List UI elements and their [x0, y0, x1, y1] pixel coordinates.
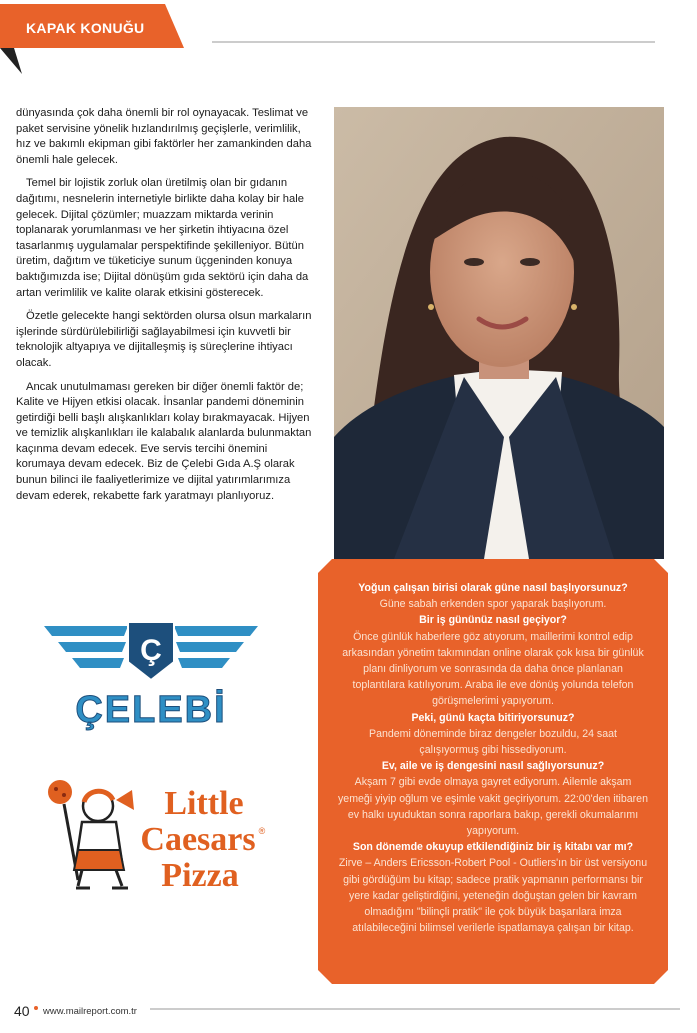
little-caesars-logo — [36, 770, 268, 895]
qa-answer: Önce günlük haberlere göz atıyorum, maillerimi kontrol edip arkasından yönetim takımından online olarak çok kısa bir günlük planı dinliyorum ve sonrasında da daha önce planlanan toplantılara katılıyorum. Araba ile eve dönüş yolunda telefon görüşmelerimi yapıyorum. — [342, 630, 644, 708]
caesar-mascot — [48, 780, 134, 888]
portrait-photo — [334, 107, 664, 559]
footer-website: www.mailreport.com.tr — [43, 1006, 137, 1017]
page-number: 40 — [14, 1003, 30, 1019]
qa-question: Bir iş gününüz nasıl geçiyor? — [419, 614, 567, 627]
qa-question: Ev, aile ve iş dengesini nasıl sağlıyorsunuz? — [381, 760, 605, 773]
qa-answer: Güne sabah erkenden spor yaparak başlıyorum. — [379, 598, 607, 611]
lc-line-3: Pizza — [161, 857, 239, 894]
qa-question: Son dönemde okuyup etkilendiğiniz bir iş kitabı var mı? — [352, 841, 634, 854]
qa-question: Peki, günü kaçta bitiriyorsunuz? — [411, 711, 575, 724]
qa-question: Yoğun çalışan birisi olarak güne nasıl başlıyorsunuz? — [358, 582, 628, 594]
section-label: KAPAK KONUĞU — [26, 20, 145, 36]
article-paragraph: dünyasında çok daha önemli bir rol oynayacak. Teslimat ve paket servisine yönelik hızlandırılmış geçişlerle, verimlilik, hız ve bakımlı ekipman gibi faktörler her zamankinden daha önemli hale gelecek. — [16, 107, 312, 166]
article-paragraph: Özetle gelecekte hangi sektörden olursa olsun markaların işlerinde sürdürülebilirliği sağlayabilmesi için kuvvetli bir teknolojik altyapıya ve dijitalleşmiş iş süreçlerine ihtiyacı olacak. — [16, 310, 312, 369]
celebi-wordmark: ÇELEBİ — [75, 689, 227, 731]
lc-registered-mark: ® — [258, 826, 266, 836]
qa-list — [338, 580, 648, 936]
qa-answer: Zirve – Anders Ericsson-Robert Pool - Outliers'ın bir üst versiyonu gibi gördüğüm bu kitap; sadece pratik yapmanın performansı bir yere kadar geliştirdiğini, yeteneğin doğuştan gelen bir kavram olmadığını "bilinçli pratik" ile çok büyük başarılara imza atılabileceğini bilimsel verilerle ispatlamaya çalışan bir kitap. — [338, 857, 648, 935]
article-paragraph: Temel bir lojistik zorluk olan üretilmiş olan bir gıdanın dağıtımı, nesnelerin internetiyle birlikte daha kolay bir hale gelecek. Dijital çözümler; muazzam miktarda verinin toplanarak yorumlanması ve her şirketin ihtiyacına özel tasarlanmış uygulamalar perspektifinde şekilleniyor. Bütün üretim, dağıtım ve tüketiciye sunum üçgeninden konuya baktığımızda ise; Dijital dönüşüm gıda sektörü için daha da artan verimlilik ve kalite olarak etkisini gösterecek. — [16, 177, 309, 299]
section-banner — [0, 0, 697, 80]
article-paragraph: Ancak unutulmaması gereken bir diğer önemli faktör de; Kalite ve Hijyen etkisi olacak. İnsanlar pandemi döneminin getirdiği belli başlı alışkanlıkları kolay bırakmayacak. Hijyen ve temizlik alışkanlıkları ile kalabalık alanlarda bulunmaktan kaçınma devam edecek. Eve servis tercihi önemini korumaya devam edecek. Biz de Çelebi Gıda A.Ş olarak bunun bilinci ile faaliyetlerimize ve dijital yatırımlarımıza devam ederek, rekabette fark yaratmayı planlıyoruz. — [16, 380, 312, 502]
qa-answer: Akşam 7 gibi evde olmaya gayret ediyorum. Ailemle akşam yemeği yiyip oğlum ve eşimle vakit geçiriyorum. 22:00'den itibaren ev halkı uyuduktan sonra raporlara bakıp, gerekli okumalarımı yapıyorum. — [338, 776, 648, 838]
lc-line-2: Caesars — [140, 821, 256, 858]
article-body — [16, 106, 312, 512]
qa-answer: Pandemi döneminde biraz dengeler bozuldu, 24 saat çalışıyormuş gibi hissediyorum. — [369, 727, 617, 757]
lc-line-1: Little — [164, 785, 244, 822]
celebi-emblem-letter: Ç — [140, 634, 162, 667]
celebi-logo — [40, 620, 262, 732]
